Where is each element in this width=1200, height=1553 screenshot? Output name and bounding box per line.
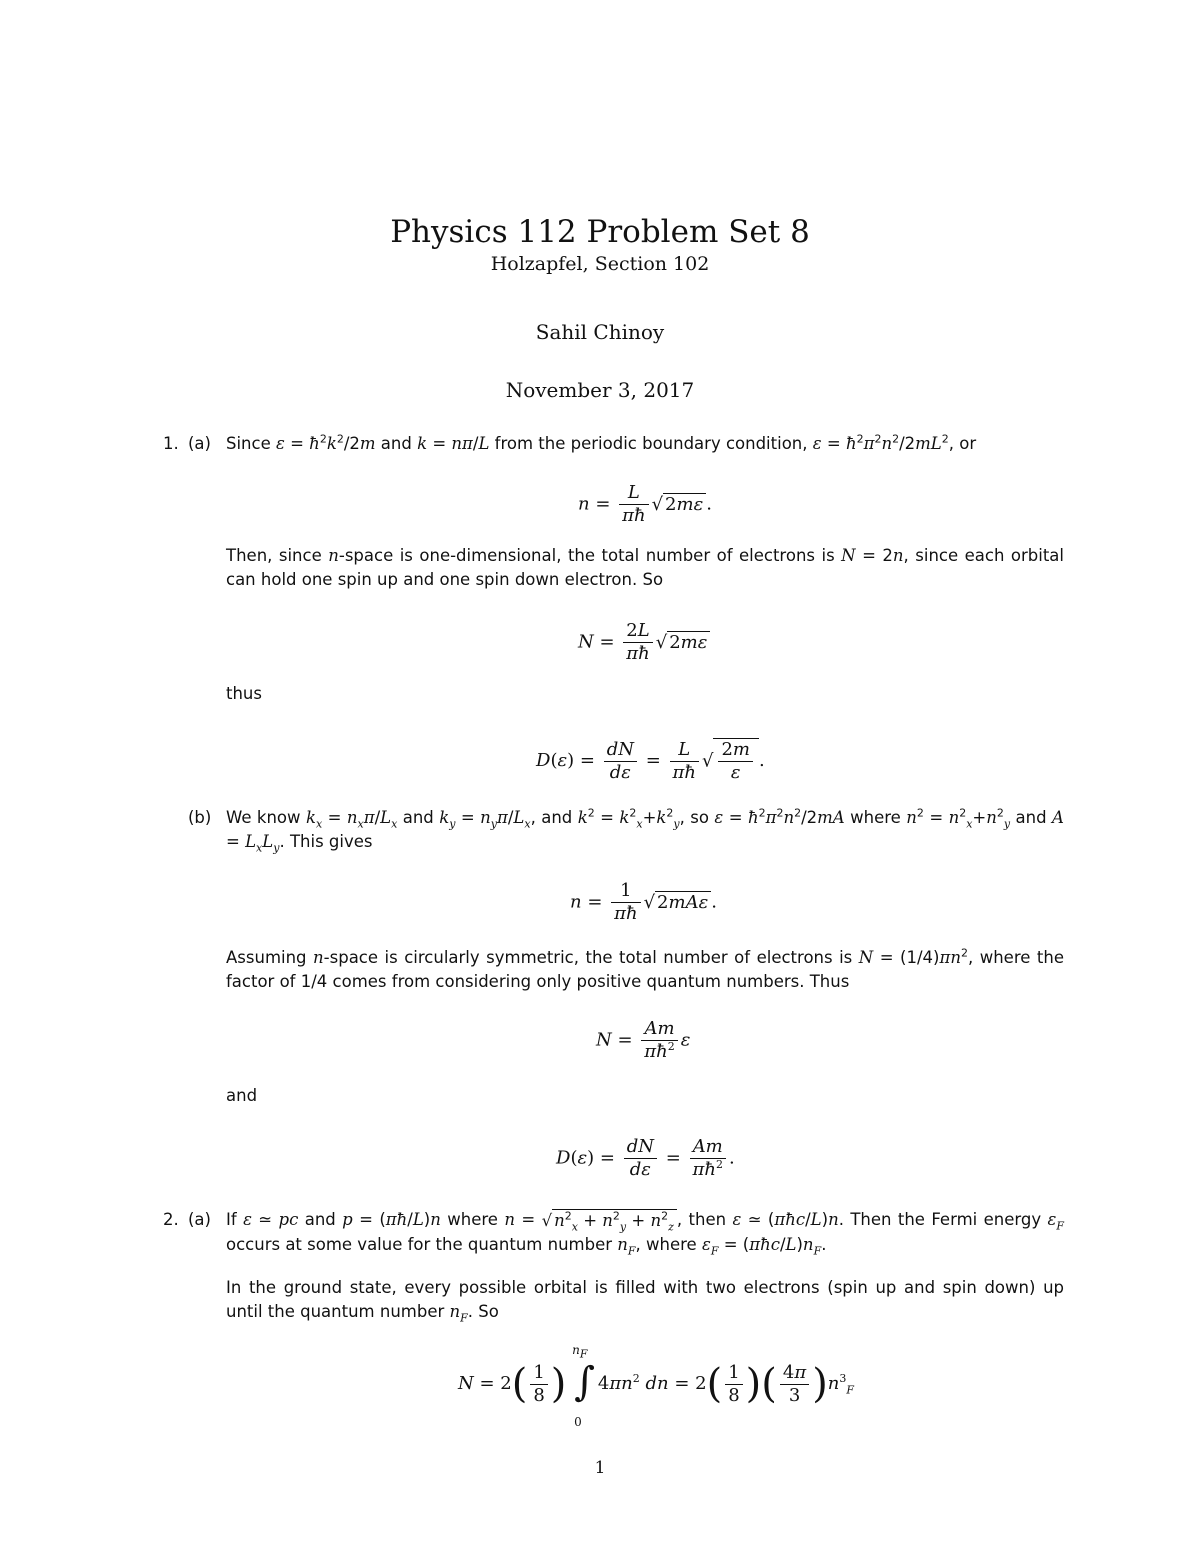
problem-2-number: 2.	[163, 1210, 179, 1229]
equation-density-1b: D(ε) = $\frac{dN}{d\varepsilon}$ = $\frac{Am}{\pi ħ^2}$ .	[556, 1136, 735, 1180]
problem-1b-label: (b)	[188, 808, 212, 827]
problem-1b-and: and	[226, 1086, 258, 1105]
problem-1a-thus: thus	[226, 684, 262, 703]
author-name: Sahil Chinoy	[535, 320, 665, 344]
problem-2a-label: (a)	[188, 1210, 211, 1229]
problem-1a-then-text: Then, since n-space is one-dimensional, the total number of electrons is N = 2n, since each orbital can hold one spin up and one spin down electron. So	[226, 546, 1064, 589]
equation-n-1a: n = $\frac{L}{\pi ħ}$ √ 2mε .	[578, 482, 712, 526]
equation-density-1a: D(ε) = $\frac{dN}{d\varepsilon}$ = $\frac{L}{\pi ħ}$ √ $\frac{2m}{\varepsilon}$ .	[536, 738, 765, 783]
equation-n-1b: n = $\frac{1}{\pi ħ}$ √ 2mAε .	[570, 880, 717, 924]
problem-2a-ground-text: In the ground state, every possible orbital is filled with two electrons (spin up and spin down) up until the quantum number $n_F$. So	[226, 1278, 1064, 1325]
equation-N-1b: N = $\frac{Am}{\pi ħ^2}$ ε	[596, 1018, 691, 1062]
problem-2a-intro: If ε ≃ pc and p = (πħ/L)n where n = √ $n^2_x + n^2_y + n^2_z$ , then ε ≃ (πħc/L)n. Then the Fermi energy $\varepsilon_F$ occurs at some value for the quantum number $n_F$, where $\varepsilon_F$ = $(\pi ħc/L)n_F$.	[226, 1209, 1064, 1257]
problem-1-number: 1.	[163, 434, 179, 453]
equation-N-1a: N = $\frac{2L}{\pi ħ}$ √ 2mε	[578, 620, 710, 665]
problem-1b-assume-text: Assuming n-space is circularly symmetric, the total number of electrons is $N = (1/4)\pi n^2$, where the factor of 1/4 comes from considering only positive quantum numbers. Thus	[226, 946, 1064, 991]
problem-1a-label: (a)	[188, 434, 211, 453]
equation-N-2a: N = 2( $\frac{1}{8}$ ) $n_F$ ∫ 0 $4\pi n^2$ dn = 2( $\frac{1}{8}$ )( $\frac{4\pi}{3}$ )$n^3_F$	[458, 1343, 855, 1429]
problem-1b-intro: We know $k_x = n_x\pi/L_x$ and $k_y = n_y\pi/L_x$, and $k^2 = k^2_x+k^2_y$, so $\varepsilon = ħ^2\pi^2n^2/2mA$ where $n^2 = n^2_x+n^2_y$ and $A = L_xL_y$. This gives	[226, 806, 1064, 855]
document-date: November 3, 2017	[505, 378, 695, 402]
problem-1a-intro: Since $\varepsilon = ħ^2k^2/2m$ and k = nπ/L from the periodic boundary condition, $\varepsilon = ħ^2\pi^2n^2/2mL^2$, or	[226, 432, 977, 453]
page-subtitle: Holzapfel, Section 102	[490, 253, 710, 275]
page-title: Physics 112 Problem Set 8	[390, 214, 810, 250]
page-number: 1	[594, 1458, 606, 1478]
